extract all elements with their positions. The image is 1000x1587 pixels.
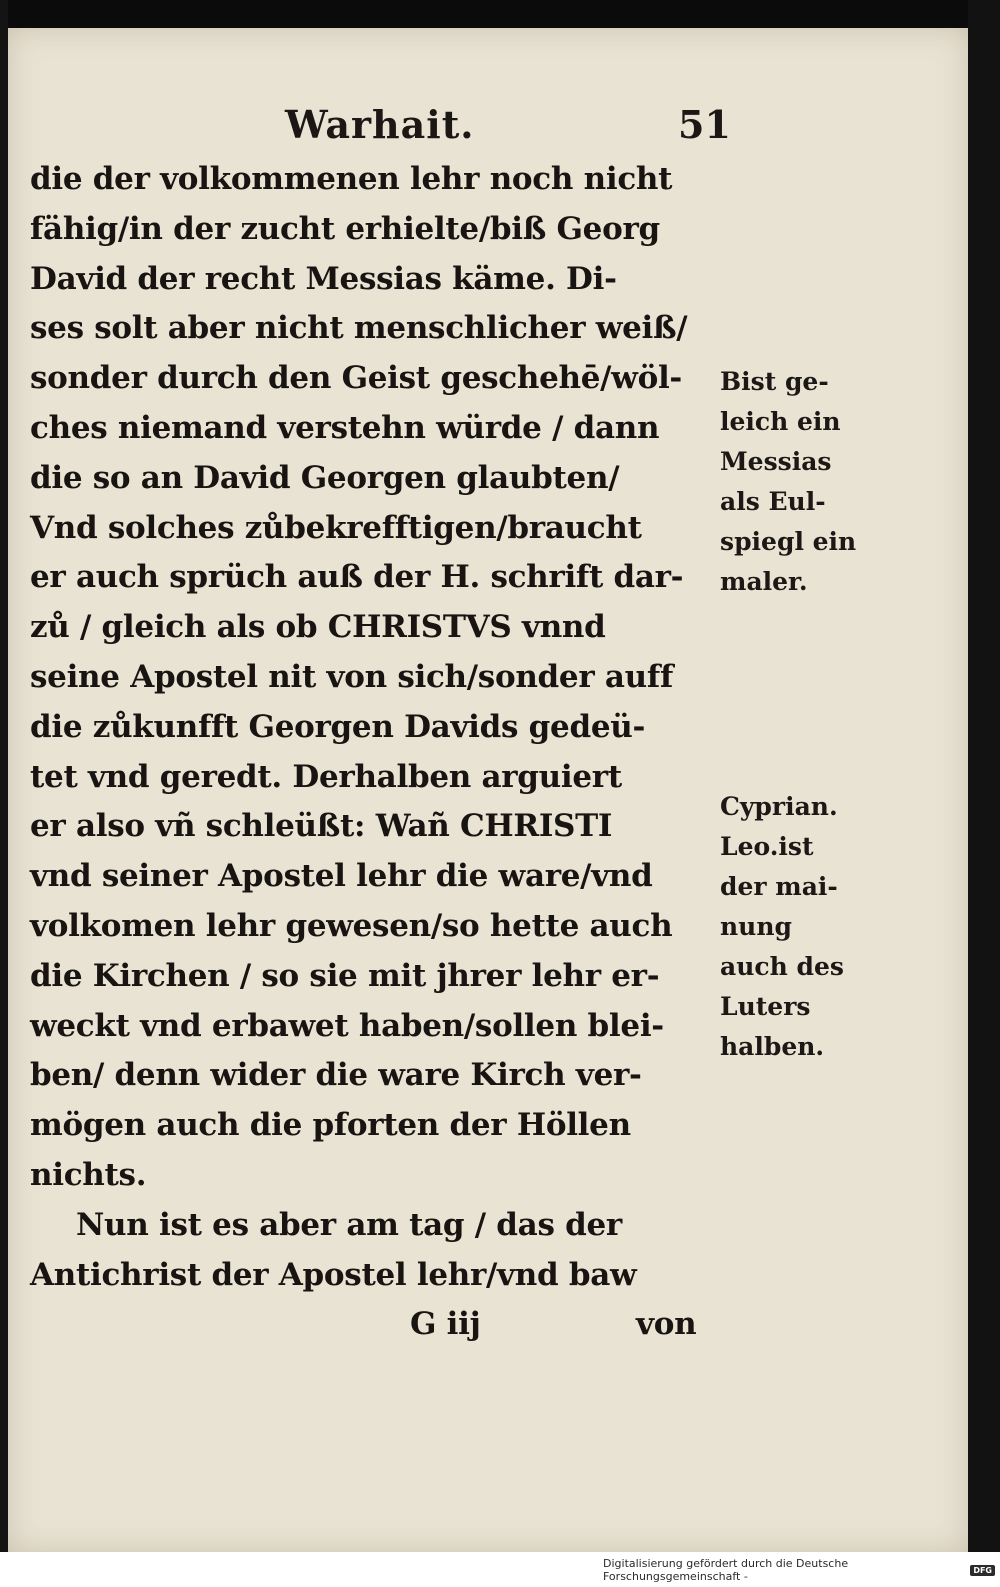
marginal-note-line: leich ein [720,407,841,436]
text-line: David der recht Messias käme. Di- [30,260,617,297]
body-text [30,155,730,1343]
marginal-note-line: spiegl ein [720,527,857,556]
text-line: die zůkunfft Georgen Davids gedeü- [30,708,646,745]
funding-text: Digitalisierung gefördert durch die Deutsche Forschungsgemeinschaft - [603,1557,849,1583]
marginal-note-line: auch des [720,952,844,981]
text-line: mögen auch die pforten der Höllen [30,1107,631,1144]
text-line: die der volkommenen lehr noch nicht [30,161,673,197]
funding-notice [603,1559,995,1581]
text-line: die Kirchen / so sie mit jhrer lehr er- [30,957,660,994]
marginal-note-line: Cyprian. [720,792,838,821]
text-line: weckt vnd erbawet haben/sollen blei- [30,1007,664,1044]
text-line: er auch sprüch auß der H. schrift dar- [30,559,684,596]
page-number: 51 [678,102,731,147]
text-line: volkomen lehr gewesen/so hette auch [30,907,673,944]
marginal-note-line: der mai- [720,872,838,901]
running-head [0,98,968,148]
text-line: nichts. [30,1156,147,1193]
running-title: Warhait. [285,102,475,147]
dfg-logo: DFG [970,1565,995,1576]
text-line: seine Apostel nit von sich/sonder auff [30,658,673,695]
text-line: ses solt aber nicht menschlicher weiß/ [30,310,688,347]
text-line: die so an David Georgen glaubten/ [30,459,620,496]
marginal-note-line: nung [720,912,793,941]
signature-mark: G iij [410,1306,481,1343]
catchword: von [636,1306,697,1343]
marginal-note-line: maler. [720,567,808,596]
text-line: ches niemand verstehn würde / dann [30,409,660,446]
text-line: Nun ist es aber am tag / das der [76,1206,622,1243]
scan-top-border [0,0,1000,28]
text-line: Vnd solches zůbekrefftigen/braucht [30,509,642,546]
text-line: vnd seiner Apostel lehr die ware/vnd [30,858,653,895]
text-line: sonder durch den Geist geschehē/wöl- [30,360,682,397]
marginal-note-line: Luters [720,992,811,1021]
scan-left-border [0,0,8,1552]
text-line: fähig/in der zucht erhielte/biß Georg [30,210,660,247]
marginal-note-line: Messias [720,447,832,476]
marginal-note-line: Bist ge- [720,367,829,396]
text-line: zů / gleich als ob CHRISTVS vnnd [30,609,606,646]
marginal-note-line: Leo.ist [720,832,814,861]
marginal-note-line: halben. [720,1032,825,1061]
text-line: tet vnd geredt. Derhalben arguiert [30,758,622,795]
marginal-note-line: als Eul- [720,487,826,516]
scan-right-border [968,0,1000,1552]
text-line: ben/ denn wider die ware Kirch ver- [30,1057,642,1094]
text-line: er also vñ schleüßt: Wañ CHRISTI [30,808,613,845]
marginal-note [720,787,870,1067]
text-line: Antichrist der Apostel lehr/vnd baw [30,1256,637,1293]
marginal-note [720,362,870,602]
